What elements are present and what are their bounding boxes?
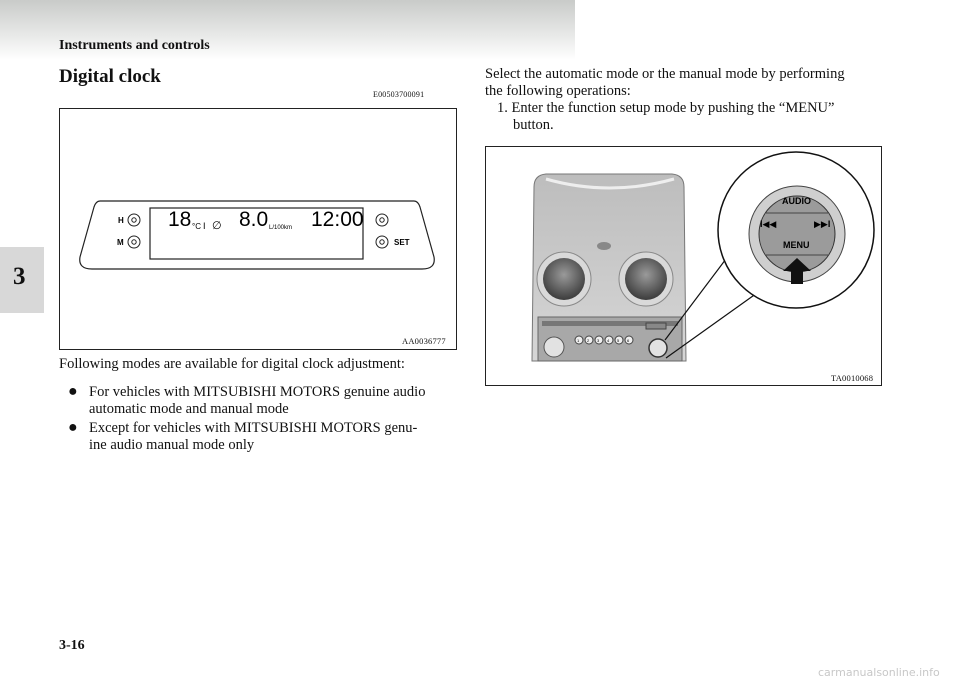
right-text-line-2: the following operations: — [485, 83, 631, 99]
clock-display-illustration — [60, 109, 456, 349]
preset-label: 4 — [607, 338, 610, 343]
step-1-line-1: 1. Enter the function setup mode by pushing the “MENU” — [497, 100, 835, 116]
lcd-time: 12:00 — [311, 208, 364, 231]
adjust-button[interactable] — [376, 214, 388, 226]
bullet-2-line-1: Except for vehicles with MITSUBISHI MOTORS genu- — [89, 420, 418, 436]
figure-code: AA0036777 — [402, 336, 446, 346]
reference-code: E00503700091 — [373, 90, 425, 99]
page-number: 3-16 — [59, 638, 85, 653]
chapter-number: 3 — [13, 263, 26, 290]
bullet-2-line-2: ine audio manual mode only — [89, 437, 255, 453]
preset-label: 1 — [577, 338, 580, 343]
step-1-line-2: button. — [513, 117, 554, 133]
audio-button[interactable]: AUDIO — [782, 196, 811, 206]
watermark: carmanualsonline.info — [818, 666, 940, 679]
preset-label: 3 — [597, 338, 600, 343]
lcd-temperature: 18 — [168, 208, 192, 231]
hazard-button[interactable] — [597, 242, 611, 250]
figure-code: TA0010068 — [831, 373, 874, 383]
header-title: Instruments and controls — [59, 38, 210, 53]
bullet-1-line-1: For vehicles with MITSUBISHI MOTORS genuine audio — [89, 384, 426, 400]
preset-label: 6 — [627, 338, 630, 343]
clock-display-figure — [59, 108, 457, 350]
control-dial[interactable] — [649, 339, 667, 357]
bullet-dot: ● — [68, 383, 78, 400]
h-button[interactable] — [128, 214, 140, 226]
lcd-temp-unit: °C — [192, 222, 201, 231]
intro-text: Following modes are available for digital clock adjustment: — [59, 356, 405, 372]
center-console-illustration — [486, 147, 881, 385]
lcd-icon-1: I — [203, 221, 206, 231]
center-console-figure — [485, 146, 882, 386]
m-button[interactable] — [128, 236, 140, 248]
bullet-dot: ● — [68, 419, 78, 436]
set-label: SET — [394, 238, 410, 247]
bullet-1-line-2: automatic mode and manual mode — [89, 401, 289, 417]
prev-track-button[interactable]: I◀◀ — [760, 219, 777, 229]
set-button[interactable] — [376, 236, 388, 248]
volume-knob[interactable] — [544, 337, 564, 357]
chapter-tab — [0, 247, 44, 313]
section-title: Digital clock — [59, 66, 161, 87]
right-text-line-1: Select the automatic mode or the manual mode by performing — [485, 66, 845, 82]
lcd-icon-2: ∅ — [212, 220, 222, 232]
preset-label: 2 — [587, 338, 590, 343]
menu-button[interactable]: MENU — [783, 240, 810, 250]
eject-button[interactable] — [646, 323, 666, 329]
right-vent[interactable] — [625, 258, 667, 300]
lcd-consumption-unit: L/100km — [269, 225, 293, 231]
m-label: M — [117, 238, 124, 247]
lcd-consumption: 8.0 — [239, 208, 269, 231]
preset-label: 5 — [617, 338, 620, 343]
left-vent[interactable] — [543, 258, 585, 300]
next-track-button[interactable]: ▶▶I — [814, 219, 831, 229]
h-label: H — [118, 216, 124, 225]
